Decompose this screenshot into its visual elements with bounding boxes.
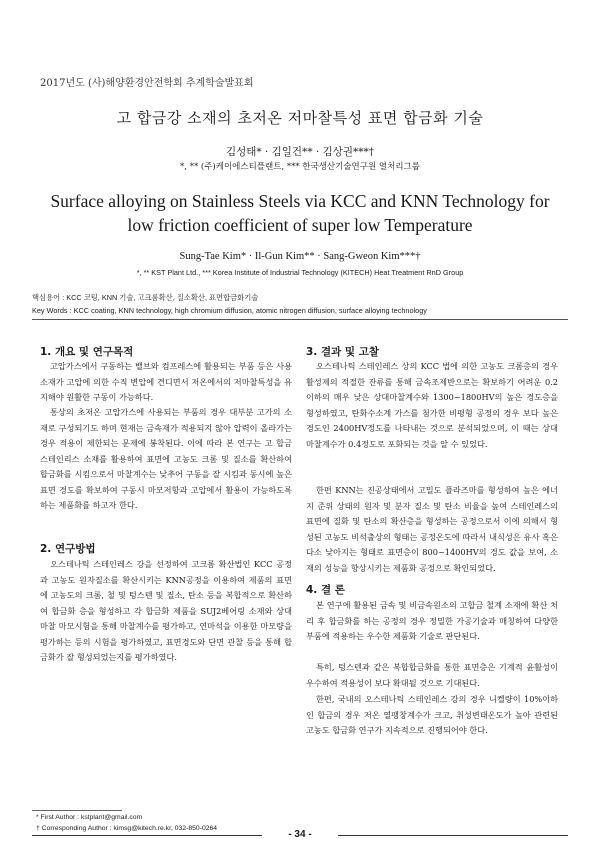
- keywords-english-text: KCC coating, KNN technology, high chromium diffusion, atomic nitrogen diffusion, surface alloying technology: [73, 306, 427, 315]
- conclusion-paragraph-1: 본 연구에 활용된 금속 및 비금속원소의 고합금 철계 소재에 확산 처리 후 합금화를 하는 공정의 경우 정밀한 가공기술과 매칭하여 다양한 부품에 적용하는 우수한 제품화 기술로 판단된다.: [306, 600, 558, 641]
- keywords-korean-label: 핵심용어 :: [32, 293, 65, 302]
- intro-paragraph-1: 고압가스에서 구동하는 밸브와 컴프레스에 활용되는 부품 등은 사용 소재가 고압에 의한 수직 변압에 견디면서 저온에서의 저마찰특성을 유지해야 원활한 구동이 가능하다.: [40, 361, 292, 402]
- section-heading-intro: 1. 개요 및 연구목적: [40, 346, 134, 358]
- method-paragraph-1: 오스테나틱 스테인레스 강을 선정하여 고크롬 확산법인 KCC 공정과 고농도 원자질소를 확산시키는 KNN공정을 이용하여 제품의 표면에 고농도의 크롬, 철 및 텅스텐 및 질소, 탄소 등을 복합적으로 확산하여 합금화 층을 형성하고 각 합금화 제품을 SUJ2베어링 소재와 상대 마찰 마모시험을 통해 마찰계수를 평가하고, 연마석을 이용한 마모량을 평가하는 등의 시험을 평가하였고, 표면경도와 단면 관찰 등을 통해 합금화가 잘 형성되었는지를 평가하였다.: [40, 559, 292, 662]
- page-number: - 34 -: [288, 829, 312, 840]
- conclusion-paragraph-3: 한편, 국내의 오스테나틱 스테인레스 강의 경우 니켈량이 10%이하인 합금의 경우 저온 열팽창계수가 크고, 취성변태온도가 높아 관련된 고농도 합금화 연구가 지속적으로 진행되어야 한다.: [306, 694, 558, 735]
- footnote-divider: [32, 810, 122, 811]
- affiliation-korean: *, ** (주)케이에스티플랜트, *** 한국생산기술연구원 열처리그룹: [180, 162, 420, 172]
- title-english-line1: Surface alloying on Stainless Steels via KCC and KNN Technology for: [50, 191, 550, 211]
- intro-paragraph-2: 통상의 초저온 고압가스에 사용되는 부품의 경우 대부분 고가의 소재로 구성되기도 하며 현재는 금속재가 적용되지 않아 압력이 올라가는 경우 적용이 제한되는 문제에 봉착된다. 이에 따라 본 연구는 고 합금 스테인리스 소재를 활용하여 표면에 고농도 크롬 및 질소를 확산하여 합금화를 시킴으로서 마찰계수는 낮추어 구동을 잘 시킴과 동시에 높은 표면 경도를 확보하여 구동시 마모저항과 고압에서 활용이 가능하도록 하는 제품화를 하고자 한다.: [40, 407, 292, 510]
- authors-korean: 김성태* · 김일건** · 김상권***†: [225, 146, 375, 158]
- title-korean: 고 합금강 소재의 초저온 저마찰특성 표면 합금화 기술: [116, 109, 484, 127]
- keywords-korean-text: KCC 코팅, KNN 기술, 고크롬확산, 질소확산, 표면합금화기술: [66, 293, 259, 302]
- affiliation-english: *, ** KST Plant Ltd., *** Korea Institute of Industrial Technology (KITECH) Heat Treatment RnD Group: [136, 268, 464, 277]
- footnote-first-author: * First Author : kstplant@gmail.com: [36, 814, 143, 821]
- title-english: [30, 189, 570, 237]
- section-heading-results: 3. 결과 및 고찰: [306, 346, 379, 358]
- title-english-line2: low friction coefficient of super low Temperature: [127, 215, 473, 235]
- section-heading-conclusion: 4. 결 론: [306, 584, 345, 596]
- keywords-divider: [32, 319, 568, 320]
- authors-english: Sung-Tae Kim* · Il-Gun Kim** · Sang-Gweon Kim***†: [179, 251, 421, 262]
- section-heading-method: 2. 연구방법: [40, 543, 96, 555]
- results-paragraph-2: 한편 KNN는 진공상태에서 고밀도 플라즈마를 형성하여 높은 에너지 준위 상태의 원자 및 분자 질소 및 탄소 비율을 높여 스테인레스의 표면에 질화 및 탄소의 확산층을 형성하는 공정으로서 이에 의해서 형성된 고농도 비석출상의 형태는 공정온도에 따라서 내식성은 유사 혹은 다소 낮아지는 형태로 표면층이 800~1400HV의 경도 값을 보여, 소재의 성능을 향상시키는 제품화 공정으로 확인되었다.: [306, 485, 558, 573]
- keywords-korean: [32, 293, 258, 303]
- keywords-english: [32, 306, 427, 315]
- footnote-corresponding-author: † Corresponding Author : kimsg@kitech.re.kr, 032-850-0264: [36, 825, 218, 832]
- page-number-rule-right: [338, 835, 568, 836]
- conclusion-paragraph-2: 특히, 텅스텐과 같은 복합합금화를 통한 표면층은 기계적 윤활성이 우수하여 적용성이 보다 확대될 것으로 기대된다.: [306, 662, 558, 688]
- keywords-english-label: Key Words :: [32, 306, 72, 315]
- results-paragraph-1: 오스테나틱 스테인레스 상의 KCC 법에 의한 고농도 크롬층의 경우 활성제의 적절한 잔류를 통해 금속조제반으로는 확보하기 어려운 0.2 이하의 매우 낮은 상대마찰계수와 1300~1800HV의 높은 경도층을 형성하였고, 탄화수소계 가스를 첨가한 비평형 공정의 경우 보다 높은 경도인 2400HV정도를 나타내는 것으로 분석되었으며, 이 때는 상대마찰계수가 0.4정도로 포화되는 것을 알 수 있었다.: [306, 361, 558, 449]
- conference-header: 2017년도 (사)해양환경안전학회 추계학술발표회: [40, 78, 254, 89]
